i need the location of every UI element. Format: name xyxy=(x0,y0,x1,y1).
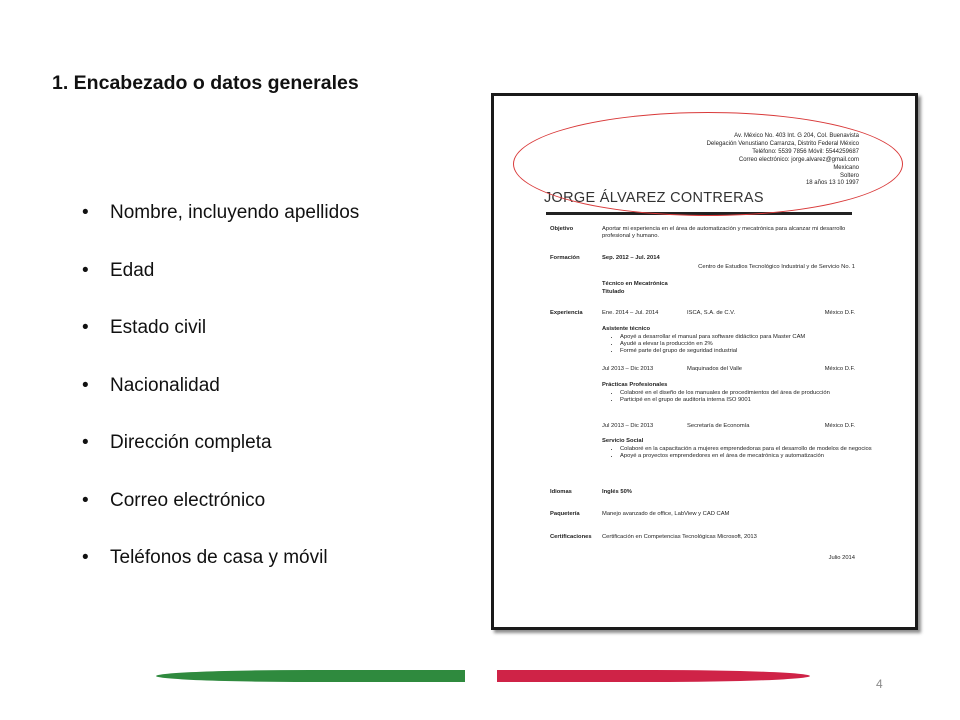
cv-address: Av. México No. 403 Int. G 204, Col. Buenavista xyxy=(734,133,859,139)
list-item: • Nombre, incluyendo apellidos xyxy=(82,198,359,256)
cv-idiomas-text: Inglés 50% xyxy=(602,489,632,495)
cv-exp1-company: ISCA, S.A. de C.V. xyxy=(687,310,736,316)
cv-exp1-list xyxy=(602,334,875,356)
cv-exp1-place: México D.F. xyxy=(824,310,855,316)
list-item: • Nacionalidad xyxy=(82,371,359,429)
decorative-bar-green xyxy=(156,670,465,682)
list-item: • Formé parte del grupo de seguridad industrial xyxy=(620,348,875,355)
list-item: • Apoyé a desarrollar el manual para software didáctico para Master CAM xyxy=(620,334,875,341)
cv-formacion-status: Titulado xyxy=(602,289,625,295)
list-item: • Ayudé a elevar la producción en 2% xyxy=(620,341,875,348)
cv-nationality: Mexicano xyxy=(833,164,859,171)
cv-exp3-role: Servicio Social xyxy=(602,438,644,444)
cv-exp1-dates: Ene. 2014 – Jul. 2014 xyxy=(602,310,659,316)
list-item: • Dirección completa xyxy=(82,428,359,486)
cv-email: Correo electrónico: jorge.alvarez@gmail.com xyxy=(738,156,859,163)
cv-exp2-place: México D.F. xyxy=(824,366,855,372)
cv-exp3-list xyxy=(602,446,875,460)
cv-phones: Teléfono: 5539 7856 Móvil: 5544259687 xyxy=(752,148,859,155)
cv-formacion-school: Centro de Estudios Tecnológico Industrial y de Servicio No. 1 xyxy=(698,264,855,270)
list-item: • Edad xyxy=(82,256,359,314)
list-item: • Estado civil xyxy=(82,313,359,371)
cv-label-idiomas: Idiomas xyxy=(550,489,572,495)
cv-label-paqueteria: Paquetería xyxy=(550,511,580,517)
cv-exp2-company: Maquinados del Valle xyxy=(687,366,742,372)
cv-objetivo-text: Aportar mi experiencia en el área de automatización y mecatrónica para alcanzar mi desarrollo profesional y humano. xyxy=(602,226,846,240)
list-item: • Participé en el grupo de auditoría interna ISO 9001 xyxy=(620,397,875,404)
cv-age: 18 años 13 10 1997 xyxy=(805,180,859,187)
cv-date-footer: Julio 2014 xyxy=(828,555,855,561)
list-item: • Apoyé a proyectos emprendedores en el área de mecatrónica y automatización xyxy=(620,453,875,460)
cv-label-formacion: Formación xyxy=(550,255,580,261)
list-item: • Correo electrónico xyxy=(82,486,359,544)
cv-paqueteria-text: Manejo avanzado de office, LabView y CAD CAM xyxy=(602,511,730,517)
bullet-list xyxy=(82,198,359,601)
cv-formacion-degree: Técnico en Mecatrónica xyxy=(602,281,668,287)
decorative-bar-red xyxy=(497,670,810,682)
list-item: • Colaboré en el diseño de los manuales de procedimientos del área de producción xyxy=(620,390,875,397)
cv-exp2-list xyxy=(602,390,875,404)
cv-exp2-dates: Jul 2013 – Dic 2013 xyxy=(602,366,654,372)
cv-exp2-role: Prácticas Profesionales xyxy=(602,382,668,388)
slide-title: 1. Encabezado o datos generales xyxy=(52,72,359,94)
highlight-oval xyxy=(513,112,903,216)
cv-exp3-company: Secretaría de Economía xyxy=(687,423,750,429)
cv-exp3-dates: Jul 2013 – Dic 2013 xyxy=(602,423,654,429)
cv-name: JORGE ÁLVAREZ CONTRERAS xyxy=(544,190,764,206)
cv-label-experiencia: Experiencia xyxy=(550,310,583,316)
cv-exp1-role: Asistente técnico xyxy=(602,326,650,332)
cv-formacion-dates: Sep. 2012 – Jul. 2014 xyxy=(602,255,660,261)
list-item: • Colaboré en la capacitación a mujeres emprendedoras para el desarrollo de modelos de negocios xyxy=(620,446,875,453)
cv-label-objetivo: Objetivo xyxy=(550,226,574,232)
list-item: • Teléfonos de casa y móvil xyxy=(82,543,359,601)
cv-delegation: Delegación Venustiano Carranza, Distrito Federal México xyxy=(706,140,859,147)
cv-marital-status: Soltero xyxy=(839,172,859,179)
page-number: 4 xyxy=(876,677,883,691)
cv-certificaciones-text: Certificación en Competencias Tecnológicas Microsoft, 2013 xyxy=(602,534,757,540)
cv-exp3-place: México D.F. xyxy=(824,423,855,429)
cv-label-certificaciones: Certificaciones xyxy=(550,534,592,540)
